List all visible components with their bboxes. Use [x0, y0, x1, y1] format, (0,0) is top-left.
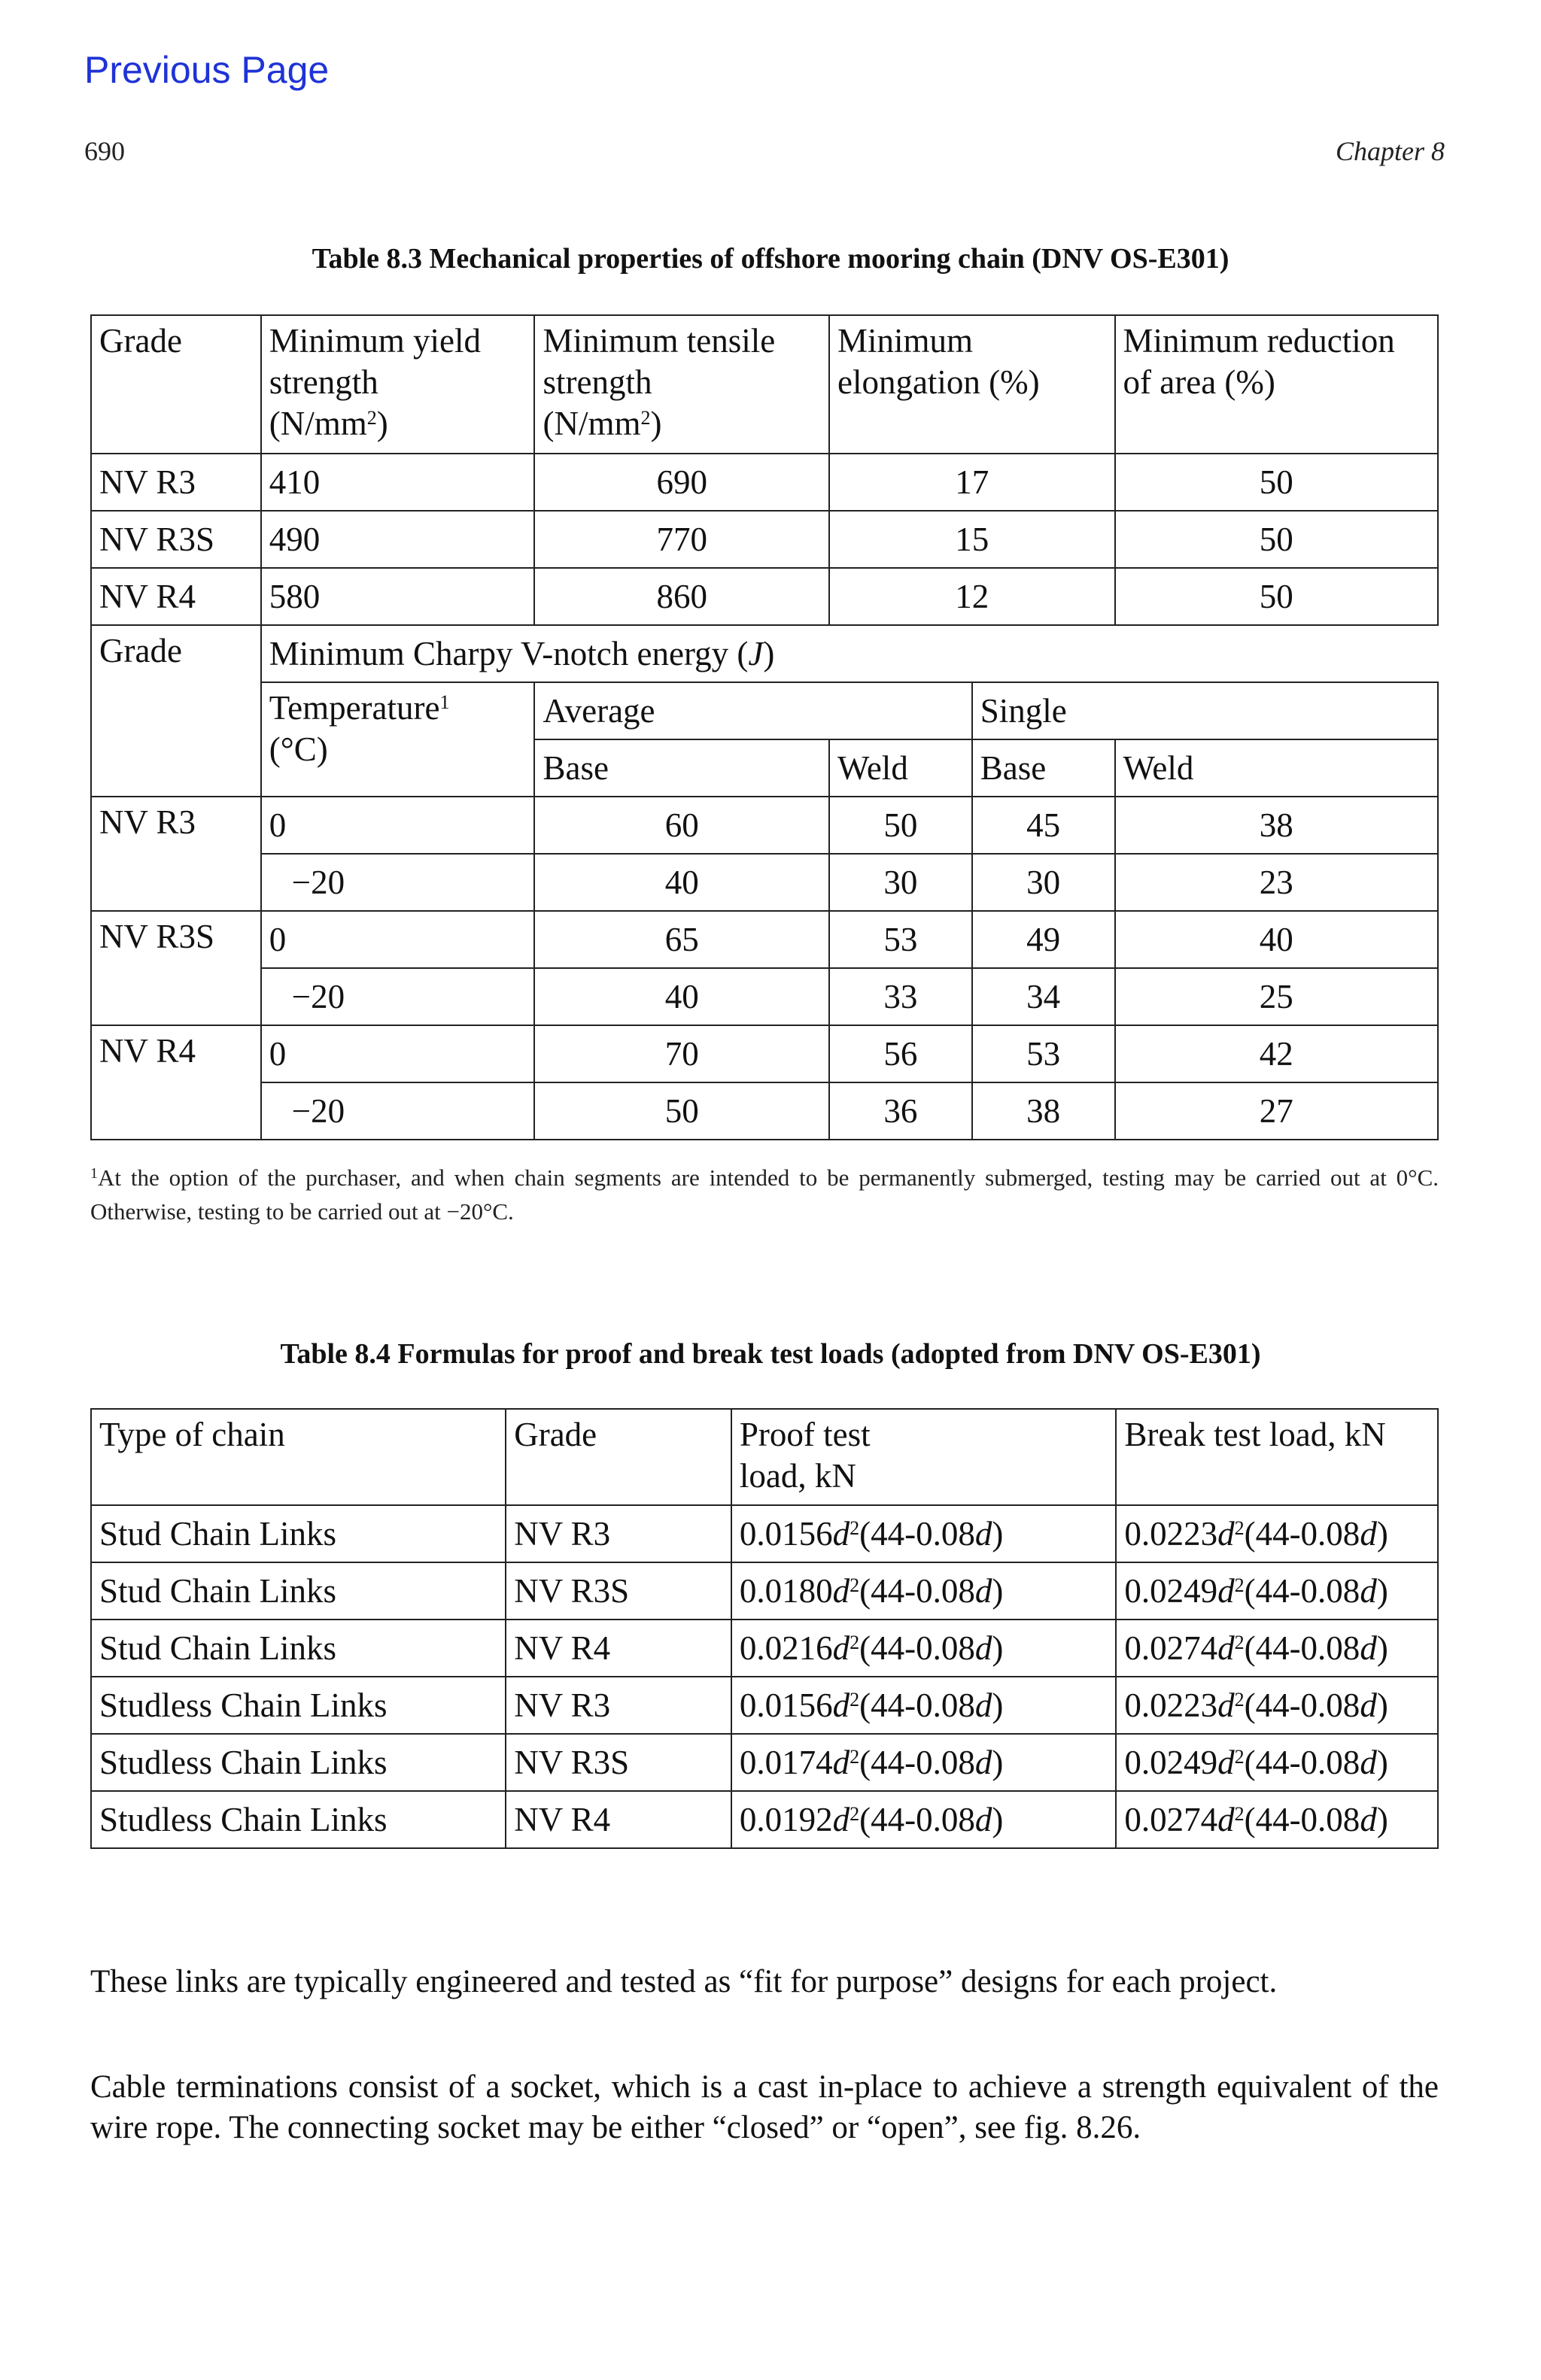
footnote-mark: 1 [90, 1165, 98, 1182]
test-loads-table [90, 1408, 1439, 1849]
table-row: Stud Chain Links NV R3 $0.0156d^2(44-0.08d)$ $0.0223d^2(44-0.08d)$ [91, 1505, 1438, 1562]
break-formula: $0.0249d^2(44-0.08d)$ [1116, 1734, 1438, 1791]
header-average: Average [534, 682, 971, 739]
table-label: Table 8.4 [280, 1338, 391, 1370]
header-min-elongation: Minimum elongation (%) [829, 315, 1115, 454]
proof-formula: $0.0180d^2(44-0.08d)$ [731, 1562, 1116, 1620]
table-8-3-footnote: $^1$At the option of the purchaser, and when chain segments are intended to be permanently submerged, testing may be carried out at 0°C. Otherwise, testing to be carried out at −20°C. [90, 1164, 1439, 1225]
table-row: −20 50 36 38 27 [91, 1082, 1438, 1140]
table-row: NV R3S 490 770 15 50 [91, 511, 1438, 568]
header-min-tensile: Minimum tensile strength $(N/mm^2)$ [534, 315, 829, 454]
proof-formula: $0.0174d^2(44-0.08d)$ [731, 1734, 1116, 1791]
table-row: Studless Chain Links NV R3S $0.0174d^2(44-0.08d)$ $0.0249d^2(44-0.08d)$ [91, 1734, 1438, 1791]
table-row: Studless Chain Links NV R3 $0.0156d^2(44-0.08d)$ $0.0223d^2(44-0.08d)$ [91, 1677, 1438, 1734]
table-row: −20 40 33 34 25 [91, 968, 1438, 1025]
break-formula: $0.0274d^2(44-0.08d)$ [1116, 1791, 1438, 1848]
header-proof-test-load: Proof test load, kN [731, 1409, 1116, 1505]
proof-formula: $0.0156d^2(44-0.08d)$ [731, 1505, 1116, 1562]
header-temperature: Temperature$^1$ (°C) [261, 682, 535, 797]
table-title: Mechanical properties of offshore mooring chain (DNV OS-E301) [429, 243, 1229, 275]
table-row: NV R4 0 70 56 53 42 [91, 1025, 1438, 1082]
body-paragraph: Cable terminations consist of a socket, which is a cast in-place to achieve a strength equivalent of the wire rope. The connecting socket may be either “closed” or “open”, see fig. 8.26. [90, 2069, 1439, 2146]
table-header-row [91, 1409, 1438, 1505]
header-grade: Grade [91, 315, 261, 454]
break-formula: $0.0223d^2(44-0.08d)$ [1116, 1505, 1438, 1562]
header-break-test-load: Break test load, kN [1116, 1409, 1438, 1505]
table-row: −20 40 30 30 23 [91, 854, 1438, 911]
page-number: 690 [84, 136, 125, 166]
break-formula: $0.0274d^2(44-0.08d)$ [1116, 1620, 1438, 1677]
proof-formula: $0.0192d^2(44-0.08d)$ [731, 1791, 1116, 1848]
header-single-weld: Weld [1115, 739, 1438, 797]
previous-page-link[interactable]: Previous Page [84, 49, 330, 91]
header-avg-base: Base [534, 739, 829, 797]
table-row: NV R3 0 60 50 45 38 [91, 797, 1438, 854]
charpy-title-row [91, 625, 1438, 682]
header-single-base: Base [972, 739, 1115, 797]
body-paragraph: These links are typically engineered and tested as “fit for purpose” designs for each project. [90, 1964, 1278, 1999]
table-header-row [91, 315, 1438, 454]
charpy-title: Minimum Charpy V-notch energy (J) [261, 625, 1438, 682]
charpy-subheader-row [91, 682, 1438, 739]
header-single: Single [972, 682, 1438, 739]
proof-formula: $0.0216d^2(44-0.08d)$ [731, 1620, 1116, 1677]
header-avg-weld: Weld [829, 739, 972, 797]
table-row: Stud Chain Links NV R4 $0.0216d^2(44-0.08d)$ $0.0274d^2(44-0.08d)$ [91, 1620, 1438, 1677]
break-formula: $0.0249d^2(44-0.08d)$ [1116, 1562, 1438, 1620]
header-grade: Grade [506, 1409, 731, 1505]
table-row: NV R3 410 690 17 50 [91, 454, 1438, 511]
table-label: Table 8.3 [312, 243, 423, 275]
header-type-of-chain: Type of chain [91, 1409, 506, 1505]
header-min-reduction-area: Minimum reduction of area (%) [1115, 315, 1438, 454]
table-row: NV R3S 0 65 53 49 40 [91, 911, 1438, 968]
header-min-yield: Minimum yield strength $(N/mm^2)$ [261, 315, 535, 454]
table-title: Formulas for proof and break test loads (adopted from DNV OS-E301) [397, 1338, 1261, 1370]
break-formula: $0.0223d^2(44-0.08d)$ [1116, 1677, 1438, 1734]
mechanical-properties-table [90, 314, 1439, 1140]
table-row: NV R4 580 860 12 50 [91, 568, 1438, 625]
chapter-label: Chapter 8 [1335, 136, 1445, 166]
table-8-4-caption [0, 1337, 1541, 1371]
table-row: Studless Chain Links NV R4 $0.0192d^2(44-0.08d)$ $0.0274d^2(44-0.08d)$ [91, 1791, 1438, 1848]
table-8-3-caption [0, 242, 1541, 275]
proof-formula: $0.0156d^2(44-0.08d)$ [731, 1677, 1116, 1734]
table-row: Stud Chain Links NV R3S $0.0180d^2(44-0.08d)$ $0.0249d^2(44-0.08d)$ [91, 1562, 1438, 1620]
charpy-header-grade: Grade [91, 625, 261, 797]
